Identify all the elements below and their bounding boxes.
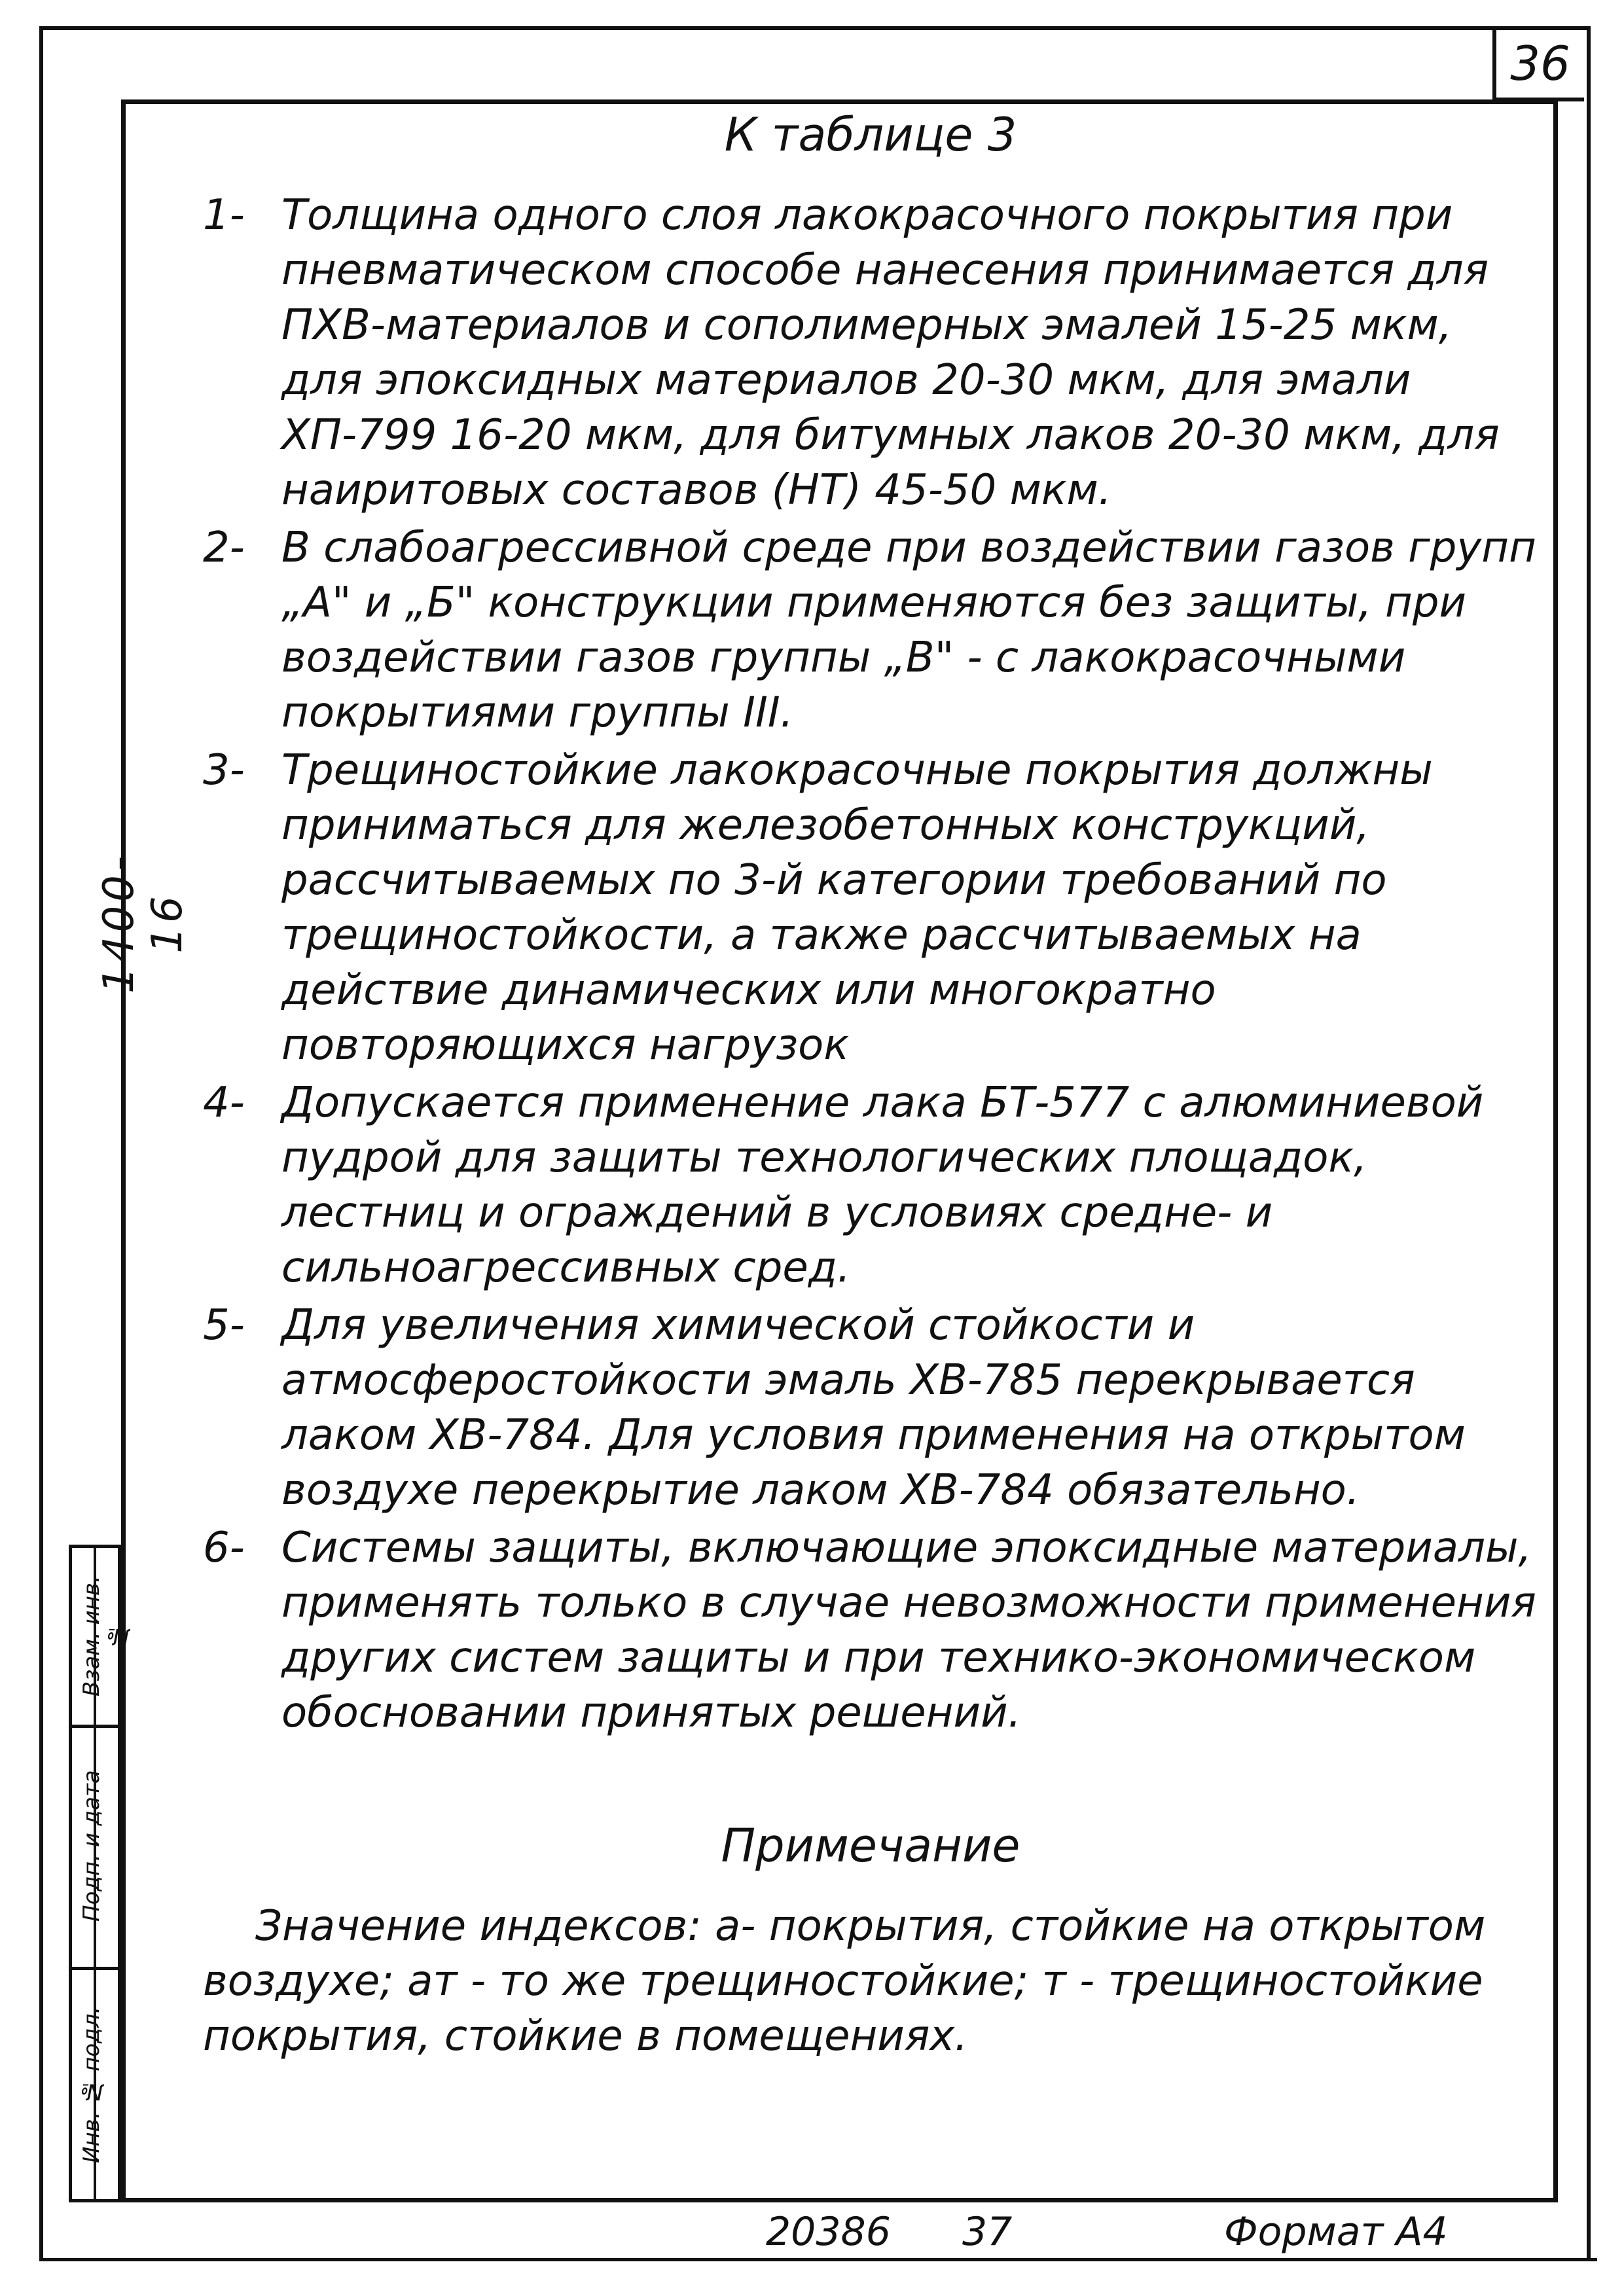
page-content (203, 108, 1538, 2064)
note-item (203, 743, 1538, 1073)
page-heading: К таблице 3 (724, 108, 1017, 162)
margin-code: 1400-16 (95, 852, 192, 994)
note-item (203, 1520, 1538, 1740)
note-item (203, 1298, 1538, 1518)
note-item (203, 1075, 1538, 1295)
stamp-row-line (72, 1725, 118, 1728)
footer-page-number: 37 (962, 2209, 1013, 2255)
note-text: Допускается применение лака БТ-577 с алюминиевой пудрой для защиты технологических площадок, лестниц и ограждений в условиях средне- и сильноагрессивных сред. (281, 1079, 1484, 1292)
note-number: 2- (203, 524, 245, 572)
note-text: Трещиностойкие лакокрасочные покрытия должны приниматься для железобетонных конструкций, рассчитываемых по 3-й категории требований по трещиностойкости, а также рассчитываемых на действие динамических или многократно повторяющихся нагрузок (281, 746, 1433, 1069)
note-number: 1- (203, 191, 245, 240)
note-item (203, 520, 1538, 740)
note-text: В слабоагрессивной среде при воздействии газов групп „А" и „Б" конструкции применяются без защиты, при воздействии газов группы „В" - с лакокрасочными покрытиями группы III. (281, 524, 1536, 737)
note-number: 3- (203, 746, 245, 795)
sheet-number: 36 (1492, 29, 1584, 101)
note-text: Системы защиты, включающие эпоксидные материалы, применять только в случае невозможности применения других систем защиты и при технико-экономическом обосновании принятых решений. (281, 1524, 1536, 1737)
footer-doc-number: 20386 (766, 2209, 891, 2255)
note-number: 4- (203, 1079, 245, 1127)
remark-text: Значение индексов: а- покрытия, стойкие на открытом воздухе; ат - то же трещиностойкие; т - трещиностойкие покрытия, стойкие в помещениях. (203, 1902, 1486, 2060)
side-stamp (69, 1545, 131, 2202)
stamp-label: Взам. инв. № (79, 1575, 131, 1697)
note-text: Для увеличения химической стойкости и атмосферостойкости эмаль ХВ-785 перекрывается лаком ХВ-784. Для условия применения на открытом воздухе перекрытие лаком ХВ-784 обязательно. (281, 1301, 1466, 1515)
note-number: 5- (203, 1301, 245, 1350)
note-number: 6- (203, 1524, 245, 1572)
remark-title: Примечание (721, 1819, 1020, 1873)
note-item (203, 188, 1538, 518)
stamp-row-line (72, 1967, 118, 1970)
bottom-trim-line (39, 2258, 1597, 2261)
stamp-label: Инв. № подл. (79, 2006, 105, 2163)
footer-format: Формат А4 (1224, 2209, 1448, 2255)
stamp-label: Подп. и дата (79, 1770, 105, 1922)
note-text: Толщина одного слоя лакокрасочного покрытия при пневматическом способе нанесения принимается для ПХВ-материалов и сополимерных эмалей 15-25 мкм, для эпоксидных материалов 20-30 мкм, для эмали ХП-799 16-20 мкм, для битумных лаков 20-30 мкм, для наиритовых составов (НТ) 45-50 мкм. (281, 191, 1500, 514)
